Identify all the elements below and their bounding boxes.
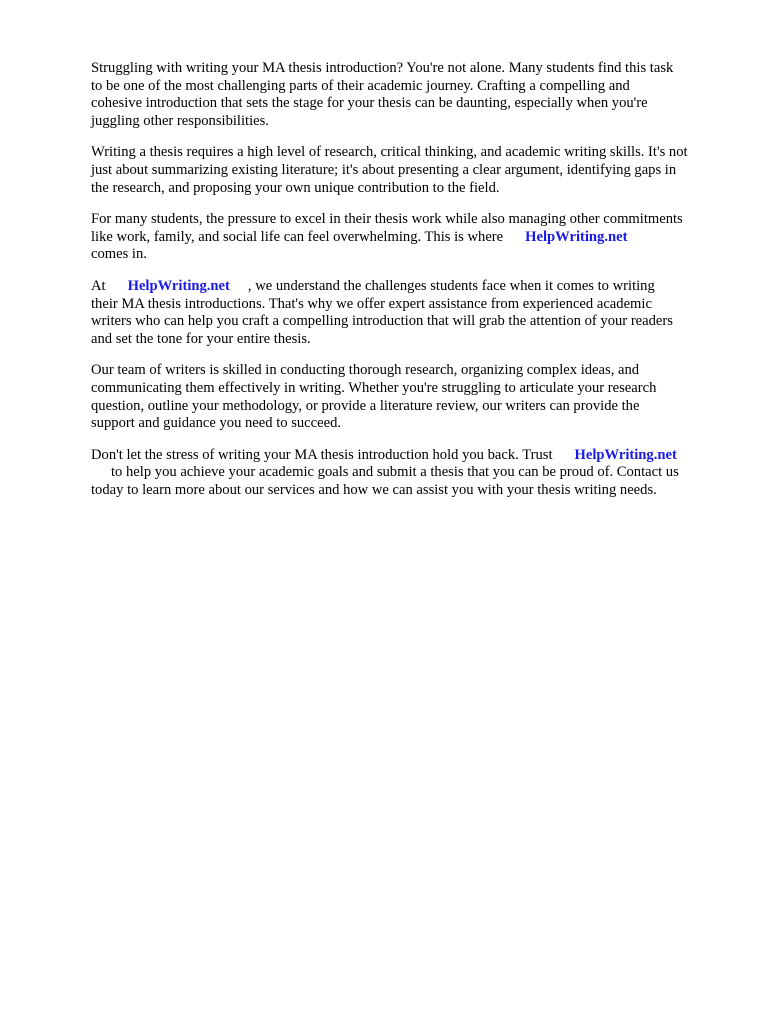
text-line [91,464,731,482]
text-line: Writing a thesis requires a high level of research, critical thinking, and academic writing skills. It's not [91,144,688,161]
text-segment: , we understand the challenges students face when it comes to writing [247,277,655,294]
text-segment: to help you achieve your academic goals and submit a thesis that you can be proud of. Contact us [111,464,679,481]
document-body [91,60,731,513]
text-line: For many students, the pressure to excel in their thesis work while also managing other commitments [91,211,683,228]
paragraph-pressure [91,211,731,264]
text-segment: Don't let the stress of writing your MA thesis introduction hold you back. Trust [91,446,553,463]
text-line [91,447,731,465]
helpwriting-link[interactable]: HelpWriting.net [127,277,230,294]
text-line: juggling other responsibilities. [91,112,269,129]
text-line: question, outline your methodology, or provide a literature review, our writers can provide the [91,397,640,414]
text-segment: At [91,277,106,294]
text-segment: like work, family, and social life can feel overwhelming. This is where [91,228,504,245]
text-line: support and guidance you need to succeed. [91,415,342,432]
paragraph-service [91,278,731,348]
text-line: communicating them effectively in writing. Whether you're struggling to articulate your research [91,379,657,396]
text-line: the research, and proposing your own unique contribution to the field. [91,179,500,196]
text-line: their MA thesis introductions. That's why we offer expert assistance from experienced academic [91,295,652,312]
text-line [91,278,731,296]
text-line: cohesive introduction that sets the stage for your thesis can be daunting, especially when you're [91,95,648,112]
text-line: today to learn more about our services and how we can assist you with your thesis writing needs. [91,481,657,498]
text-line: writers who can help you craft a compelling introduction that will grab the attention of your readers [91,313,673,330]
text-line: Our team of writers is skilled in conducting thorough research, organizing complex ideas, and [91,362,640,379]
text-line: just about summarizing existing literature; it's about presenting a clear argument, identifying gaps in [91,161,677,178]
text-line: comes in. [91,246,147,263]
text-line: to be one of the most challenging parts of their academic journey. Crafting a compelling and [91,77,630,94]
text-line: and set the tone for your entire thesis. [91,330,311,347]
helpwriting-link[interactable]: HelpWriting.net [525,228,628,245]
paragraph-closing [91,447,731,500]
text-line [91,229,731,247]
paragraph-team [91,362,731,432]
text-line: Struggling with writing your MA thesis introduction? You're not alone. Many students find this task [91,60,674,76]
paragraph-intro [91,60,731,130]
helpwriting-link[interactable]: HelpWriting.net [574,446,677,463]
paragraph-requirements [91,144,731,197]
